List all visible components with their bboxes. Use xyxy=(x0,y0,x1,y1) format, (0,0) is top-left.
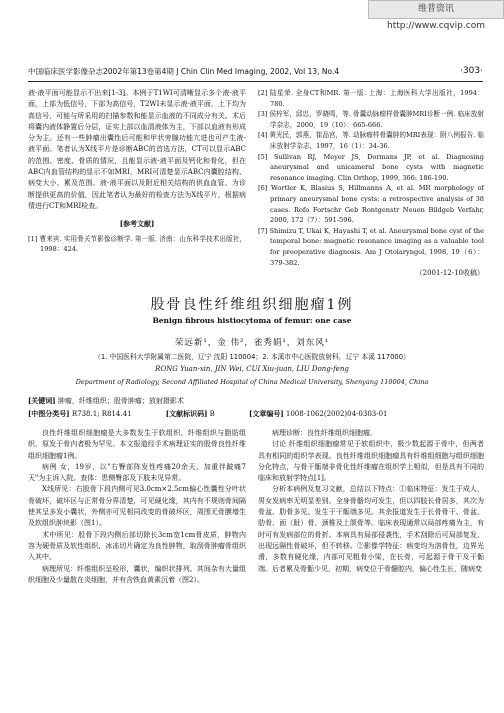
reference-item: [2] 陆星荣. 全身CT和MR. 第一版. 上海：上海医科大学出版社，1994：780. xyxy=(258,89,484,108)
references-heading: [参考文献] xyxy=(119,219,155,229)
xray-paragraph: X线所见：右股骨下段内侧可见3.0cm×2.5cm偏心性囊性分叶状骨破坏，破坏区与正常骨分界清楚，可见硬化缘，其内有不规则骨间隔使其呈多发小囊状，外侧亦可见相同改变的骨破坏区，周围无骨膜增生及软组织肿块影（图1）。 xyxy=(28,485,246,528)
classification-line xyxy=(28,409,488,419)
header-rule xyxy=(28,81,483,82)
reference-item: [3] 侯梓军，邱忠，罗晓鸣，等. 骨囊动脉瘤样骨囊肿MRI诊断一例. 临床放射学杂志，2000，19（10）：665-666. xyxy=(258,110,484,129)
author-list-en: RONG Yuan-xin, JIN Wei, CUI Xiu-juan, LIU Dong-feng xyxy=(155,365,349,373)
body-right-column xyxy=(258,428,484,575)
clc-label: [中图分类号] xyxy=(28,409,70,418)
affiliation: （1. 中国医科大学附属第二医院，辽宁 沈阳 110004；2. 本溪市中心医院放射科，辽宁 本溪 117000） xyxy=(94,353,410,361)
author-list: 荣远新¹，金 伟²，雀秀娟¹，刘东风¹ xyxy=(174,338,330,348)
keywords-text: 肿瘤，纤维组织；股骨肿瘤；放射摄影术 xyxy=(57,397,184,405)
keywords-line xyxy=(28,396,488,406)
running-header xyxy=(28,66,483,77)
body-paragraph: 液-液平面可能显示不出来[1-3]。本例于T1WI可清晰显示多个液-液平面，上部为低信号，下部为高信号，T2WI未显示液-液平面，上下均为高信号，可能与所采用的扫描参数和能显示血液的不同成分有关。术后将囊内液体静置后分层，证实上部以血清液体为主，下部以血液有形成分为主。还有一些肿瘤出囊性后可能和甲状旁腺功能亢进也可产生液-液平面。笔者认为X线平片是诊断ABC的首选方法，CT可以显示ABC的范围、密度、骨质的情况，且能显示液-液平面及钙化和骨化，但在ABC内血管结构的显示不如MRI，MRI可清楚显示ABC内囊腔结构、病变大小、累及范围、液-液平面以及附近相关结构的供血血管。为诊断提供更高的价值，因此笔者认为最好的检查方法为X线平片，根据病情进行CT和MRI检查。 xyxy=(28,89,246,210)
article-no-label: [文章编号] xyxy=(249,409,284,418)
case-paragraph: 病例 女，19岁，以"右臀部阵发性疼痛20余天，加重伴跛痛7天"为主诉入院。查体：患侧臀部及下肢未见异常。 xyxy=(28,462,246,483)
analysis-paragraph: 分析本病例及复习文献，总结以下特点：①临床特征：发生于成人，男女发病率无明显差别。全身骨骼均可发生，但以四肢长骨居多，其次为骨盆、肋骨多见。发生于干骺端多见。其余报道发生于长骨骨干、骨盆、肋骨、面（趾）骨、颈椎及上颌骨等。临床表现通常以局部疼痛为主，有时可有发病部位的骨折。本病具有局部侵袭性，手术刮除后可局部复发，出现远隔性骨破坏，但不转移。②影像学特征：病变均为溶骨性，边界光滑，多数有硬化缘，内部可见粗骨小梁，在长骨，可起源于骨干及干骺端。后者累及骨骺少见，初期，病变位于骨髓腔内，偏心性生长，随病变 xyxy=(258,485,484,573)
reference-item: [5] Sullivan RJ, Meyer JS, Dormans JP, et al. Diagnosing aneurysmal and unicameral bone cysts with magnetic resonance imaging. Clin Orthop, 1999, 366: 186-190. xyxy=(258,152,484,182)
body-paragraph: 良性纤维组织细胞瘤是大多数发生于软组织，纤维组织与脂肪组织，原发于骨内者极为罕见。本文报道经手术病理证实的股骨良性纤维组织细胞瘤1例。 xyxy=(28,429,246,460)
body-left-column xyxy=(28,428,246,586)
keywords-label: [关键词] xyxy=(28,396,56,405)
journal-citation: 中国临床医学影像杂志2002年第13卷第4期 J Chin Clin Med Imaging, 2002, Vol 13, No.4 xyxy=(28,67,340,76)
clc-code: R738.1; R814.41 xyxy=(71,410,132,418)
article-title-en: Benign fibrous histiocytoma of femur: one case xyxy=(152,316,352,325)
top-right-column xyxy=(258,88,484,279)
reference-item: [7] Shimizu T, Ukai K, Hayashi T, et al. Aneurysmal bone cyst of the temporal bone: magnetic resonance imaging as a valuable tool for preoperative diagnosis. Am J Otolaryngol, 1998, 19（6）：379-382. xyxy=(258,226,484,267)
diagnosis-paragraph: 病理诊断：良性纤维组织细胞瘤。 xyxy=(272,429,377,437)
surgery-paragraph: 术中所见：股骨下段内侧后部切除长3cm宽1cm骨皮质，肿物内容为硬骨质及软性组织，冰冻切片确定为良性肿物，取刮骨肿瘤骨组织入其中。 xyxy=(28,530,246,562)
discussion-paragraph: 讨论 纤维组织细胞瘤常见于软组织中，极少数起源于骨中，但两者具有相同的组织学表现。良性纤维组织细胞瘤具有纤维组细胞与组织细胞分化特点，与骨干骺端非骨化性纤维瘤在组织学上相似，但是具有不同的临床和放射学特点[1]。 xyxy=(258,440,484,483)
doc-code: B xyxy=(209,410,215,418)
reference-item: [1] 曹来宾. 实用骨关节影像诊断学. 第一版. 济南：山东科学技术出版社，1998：424. xyxy=(28,234,246,254)
pathology-paragraph: 病理所见：纤维组织呈栓形，囊状，编织状排列。其间杂有大量组织细胞及少量散在炎细胞，并有含铁血黄素沉着（图2）。 xyxy=(28,564,246,584)
article-no: 1008-1062(2002)04-0303-01 xyxy=(285,410,388,418)
doc-code-label: [文献标识码] xyxy=(165,409,208,418)
top-left-column xyxy=(28,88,246,255)
affiliation-en: Department of Radiology, Second Affiliated Hospital of China Medical University, Shenyang 110004, China xyxy=(75,378,429,386)
watermark-banner: 维普资讯 http://www.cqvip.com xyxy=(368,0,504,19)
references-list-left xyxy=(28,234,246,255)
article-title: 股骨良性纤维组织细胞瘤1例 xyxy=(150,297,354,313)
reference-item: [6] Wortler K, Blasius S, Hillmanns A, et al. MR morphology of primary aneurysmal bone cysts: a retrospective analysis of 38 cases. Rofo Fortschr Geb Rontgenstr Neuen Bildgeb Verfahr, 2000, 172（7）：591-596. xyxy=(258,184,484,225)
received-date: （2001-12-10收稿） xyxy=(415,269,484,278)
page-number: ·303· xyxy=(460,66,483,76)
reference-item: [4] 黄光民，郭燕，崔品宫，等. 动脉瘤样骨囊肿的MRI表现：附八例报告. 临床放射学杂志，1997，16（1）：34-36. xyxy=(258,131,484,150)
